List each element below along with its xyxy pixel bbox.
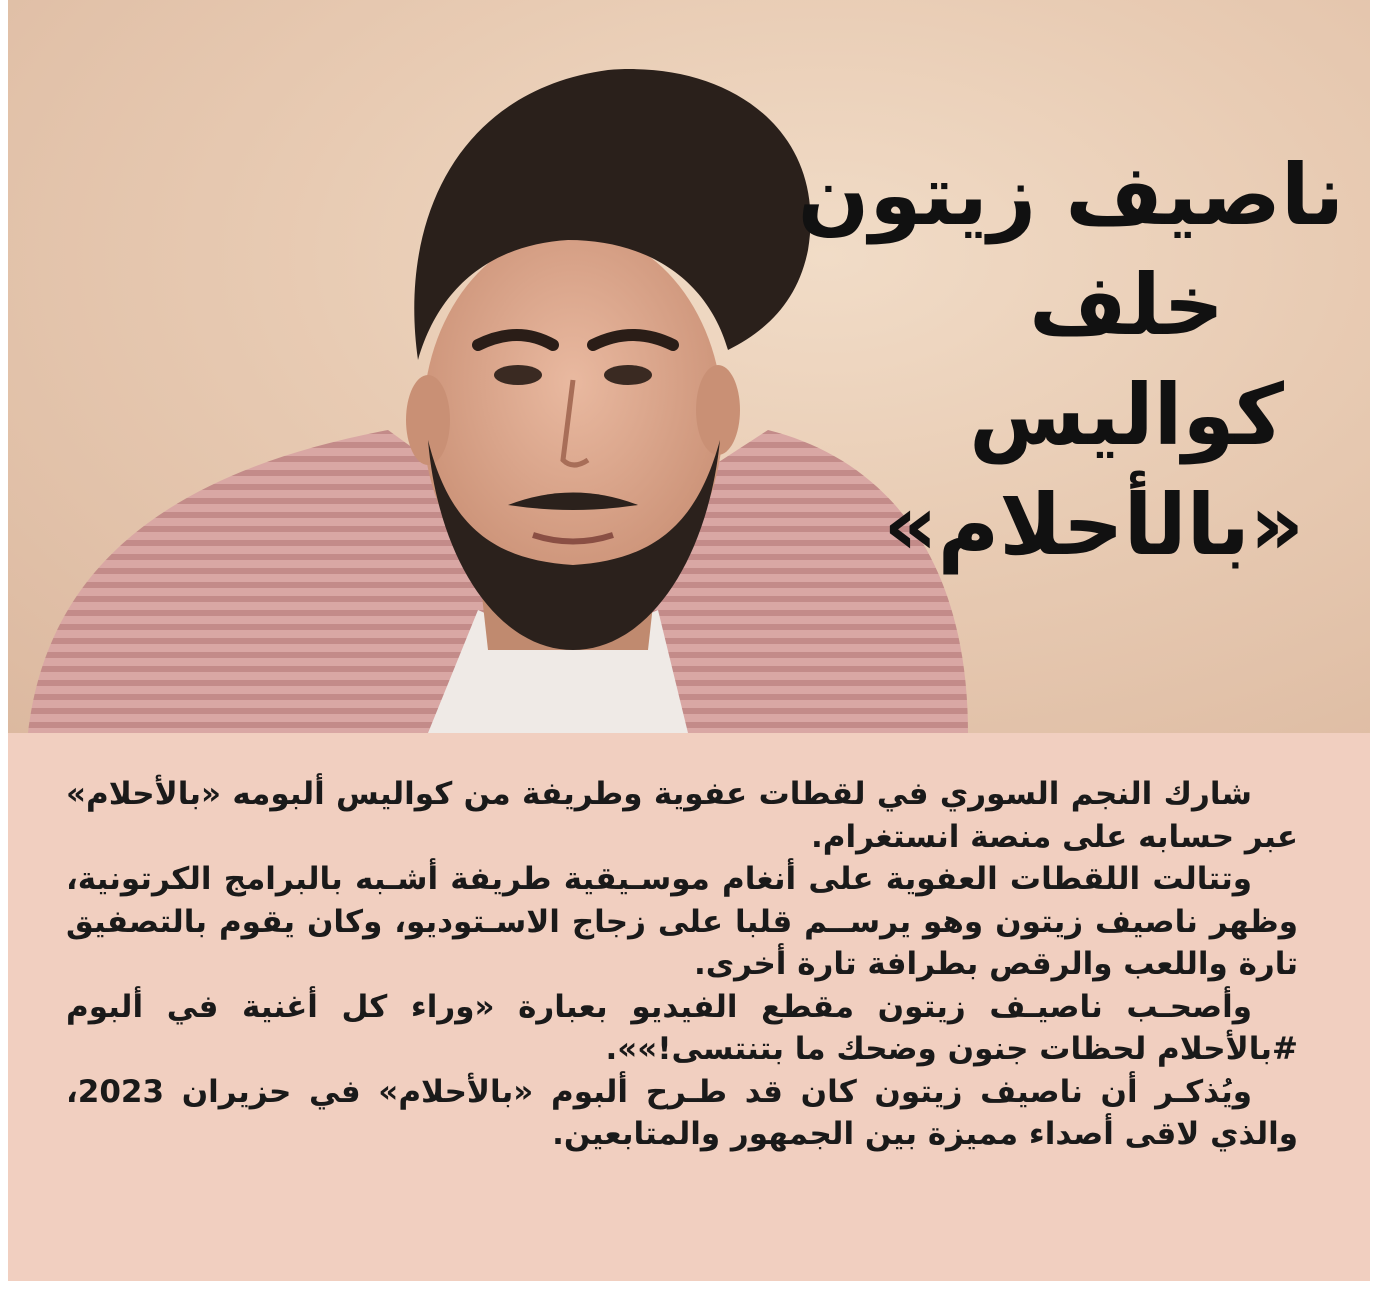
article-paragraph-4: ويُذكـر أن ناصيف زيتون كان قد طـرح ألبوم «بالأحلام» في حزيران 2023، والذي لاقى أصداء مميزة بين الجمهور والمتابعين. [66, 1073, 1298, 1152]
article-paragraph-2: وتتالت اللقطات العفوية على أنغام موسـيقية طريفة أشـبه بالبرامج الكرتونية، وظهر ناصيف زيتون وهو يرســم قلبا على زجاج الاسـتوديو، وكان يقوم بالتصفيق تارة واللعب والرقص بطرافة تارة أخرى. [66, 861, 1298, 982]
article-text [66, 773, 1298, 1156]
headline-line-3: كواليس [969, 366, 1284, 464]
headline [797, 140, 1344, 580]
article-paragraph-1: شارك النجم السوري في لقطات عفوية وطريفة من كواليس ألبومه «بالأحلام» عبر حسابه على منصة انستغرام. [66, 776, 1298, 855]
headline-line-1: ناصيف زيتون [797, 146, 1344, 244]
headline-line-4: «بالأحلام» [883, 476, 1304, 574]
bottom-margin [0, 1281, 1384, 1303]
article-body-box [8, 733, 1370, 1281]
headline-line-2: خلف [1029, 256, 1224, 354]
article-paragraph-3: وأصحـب ناصيـف زيتون مقطع الفيديو بعبارة «وراء كل أغنية في ألبوم #بالأحلام لحظات جنون وضحك ما بتنتسى!»». [66, 988, 1298, 1067]
